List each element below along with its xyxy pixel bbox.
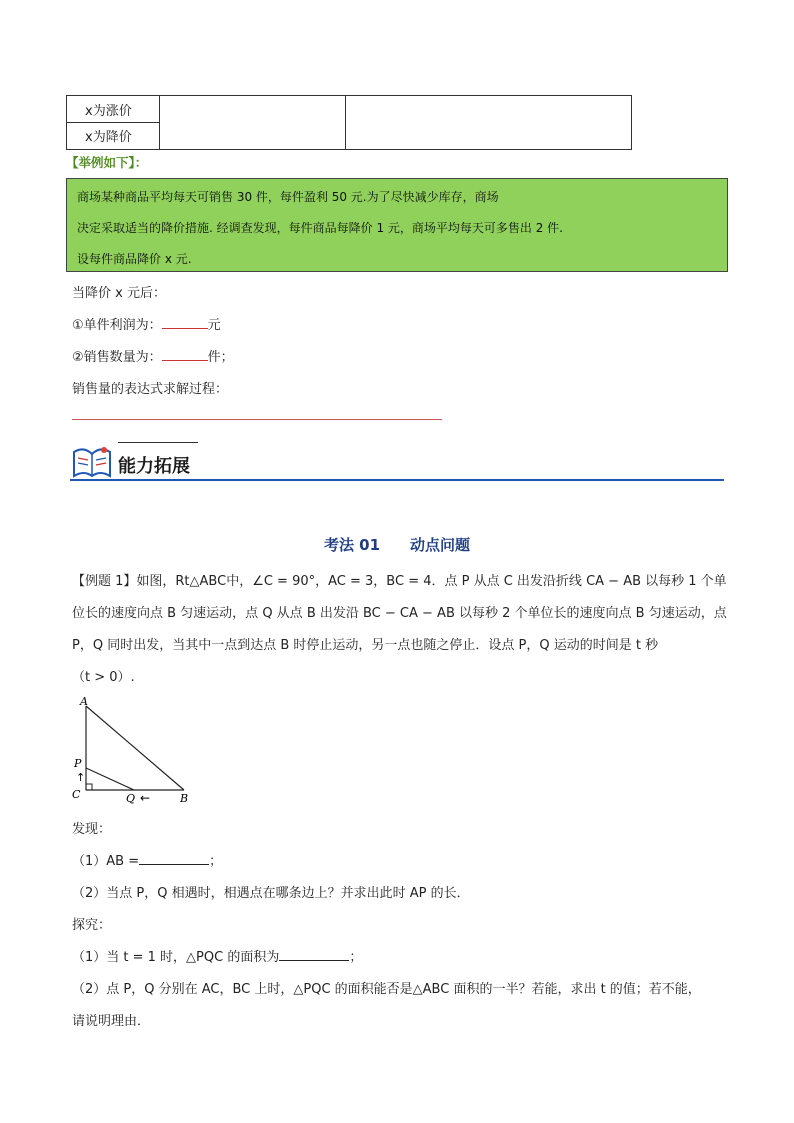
example-box [66, 178, 728, 272]
discover-heading: 发现： [72, 822, 112, 837]
example-line-1: 商场某种商品平均每天可销售 30 件，每件盈利 50 元.为了尽快减少库存，商场 [77, 190, 499, 204]
arrow-up-icon: ↑ [76, 771, 86, 784]
triangle-figure [70, 696, 200, 806]
discover-q1 [72, 846, 732, 878]
example1-line-2: 位长的速度向点 B 匀速运动，点 Q 从点 B 出发沿 BC − CA − AB 以每秒 2 个单位长的速度向点 B 匀速运动，点 [72, 606, 727, 621]
question-2-suffix: 件； [207, 350, 234, 365]
example1-line-1: 【例题 1】如图，Rt△ABC中，∠C = 90°，AC = 3，BC = 4．点 P 从点 C 出发沿折线 CA − AB 以每秒 1 个单 [72, 574, 727, 589]
price-table [66, 95, 632, 150]
label-c: C [72, 788, 81, 801]
question-2 [72, 346, 234, 365]
answer-blank[interactable] [279, 948, 349, 961]
side-ab [86, 706, 184, 790]
question-1-suffix: 元 [207, 318, 221, 333]
sales-process-text: 销售量的表达式求解过程： [72, 382, 229, 397]
answer-blank[interactable] [162, 348, 208, 361]
explore-q1 [72, 942, 732, 974]
answer-blank[interactable] [162, 316, 208, 329]
segment-pq [86, 768, 134, 790]
section-overline [118, 442, 198, 443]
example-line-2: 决定采取适当的降价措施. 经调查发现，每件商品每降价 1 元，商场平均每天可多售出 2 件. [77, 221, 563, 235]
arrow-left-icon: ← [140, 791, 151, 805]
method-title: 考法 01 动点问题 [323, 536, 471, 554]
discover-q1-prefix: （1）AB = [72, 854, 140, 869]
label-a: A [80, 696, 88, 708]
explore-q2-line-1: （2）点 P，Q 分别在 AC，BC 上时，△PQC 的面积能否是△ABC 面积的一半？若能，求出 t 的值；若不能， [72, 982, 701, 997]
section-underline [70, 479, 724, 481]
explore-q1-prefix: （1）当 t = 1 时，△PQC 的面积为 [72, 950, 280, 965]
right-angle-mark [86, 784, 92, 790]
explore-q2-line-2: 请说明理由． [72, 1014, 151, 1029]
table-cell-drop: x为降价 [85, 130, 132, 145]
example-label: 【举例如下】： [66, 155, 148, 170]
question-1-prefix: ①单件利润为： [72, 318, 162, 333]
explore-q1-suffix: ； [349, 950, 363, 965]
discover-q1-suffix: ； [209, 854, 223, 869]
answer-line[interactable] [72, 419, 442, 420]
label-q: Q [126, 792, 136, 805]
section-title: 能力拓展 [118, 456, 190, 477]
after-discount-text: 当降价 x 元后： [72, 286, 166, 301]
table-col-mid [159, 96, 346, 149]
open-book-icon [70, 442, 114, 482]
label-p: P [74, 757, 82, 770]
explore-heading: 探究： [72, 918, 112, 933]
example1-line-4: （t > 0）. [72, 670, 135, 685]
label-b: B [180, 792, 189, 805]
example1-line-3: P，Q 同时出发，当其中一点到达点 B 时停止运动，另一点也随之停止．设点 P，Q 运动的时间是 t 秒 [72, 638, 659, 653]
question-2-prefix: ②销售数量为： [72, 350, 162, 365]
question-1 [72, 314, 221, 333]
answer-blank[interactable] [139, 852, 209, 865]
table-cell-rise: x为涨价 [85, 104, 132, 119]
example-line-3: 设每件商品降价 x 元. [77, 252, 192, 266]
section-header [70, 440, 724, 482]
discover-q2: （2）当点 P，Q 相遇时，相遇点在哪条边上？并求出此时 AP 的长． [72, 886, 470, 901]
